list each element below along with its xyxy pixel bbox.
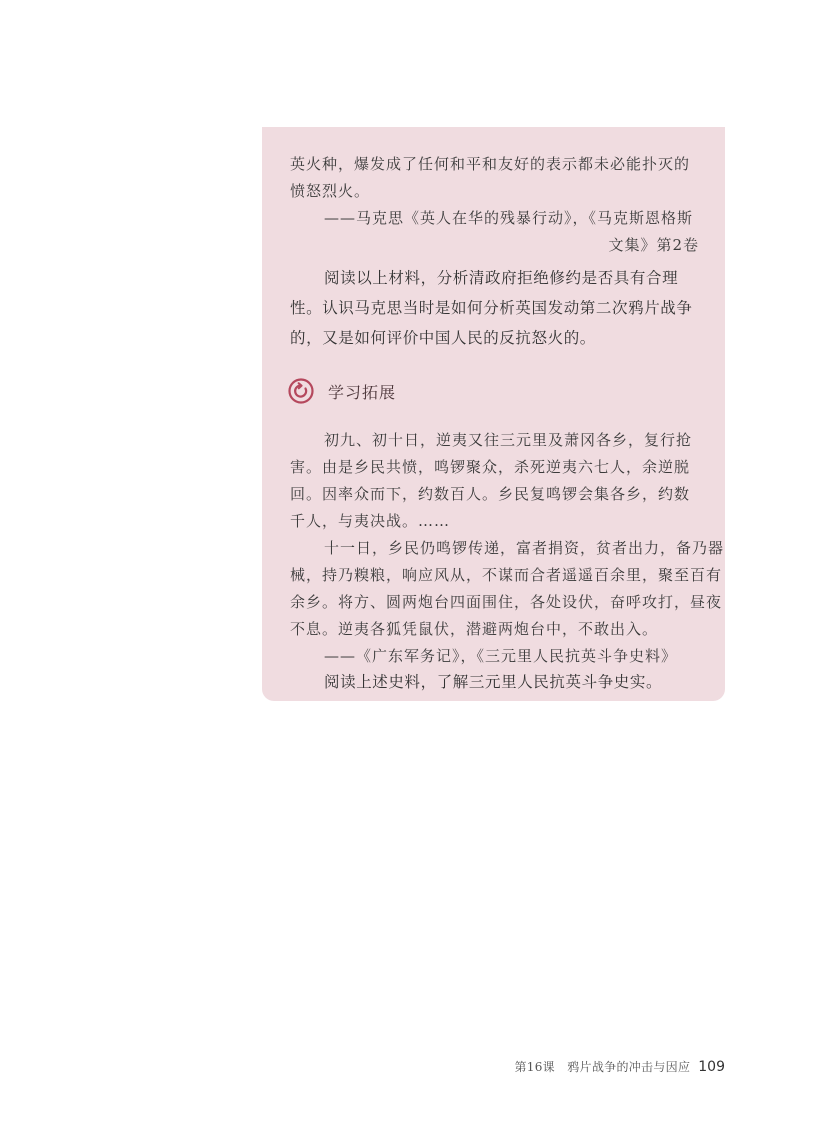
paragraph-line: 性。认识马克思当时是如何分析英国发动第二次鸦片战争	[290, 299, 693, 317]
quote-line: 愤怒烈火。	[290, 182, 371, 200]
section-title: 学习拓展	[328, 382, 397, 402]
section-header	[288, 375, 396, 407]
paragraph-line: 阅读以上材料，分析清政府拒绝修约是否具有合理	[324, 269, 679, 287]
quote-line: 十一日，乡民仍鸣锣传递，富者捐资，贫者出力，备乃器	[324, 539, 725, 557]
quote-line: 不息。逆夷各狐凭鼠伏，潜避两炮台中，不敢出入。	[290, 620, 659, 638]
quote-marx	[290, 151, 699, 259]
quote-source: ——《广东军务记》，《三元里人民抗英斗争史料》	[324, 647, 678, 665]
paragraph-line: 的，又是如何评价中国人民的反抗怒火的。	[290, 329, 596, 347]
quote-source: ——马克思《英人在华的残暴行动》，《马克斯恩格斯	[324, 209, 694, 227]
quote-line: 余乡。将方、圆两炮台四面围住，各处设伏，奋呼攻打，昼夜	[290, 593, 723, 611]
paragraph-line: 阅读上述史料，了解三元里人民抗英斗争史实。	[324, 673, 663, 691]
reading-panel	[262, 127, 725, 701]
quote-line: 千人，与夷决战。……	[290, 512, 451, 530]
chapter-title: 第16课 鸦片战争的冲击与因应	[514, 1060, 691, 1074]
reading-question-2	[290, 669, 699, 696]
quote-line: 械，持乃糗粮，响应风从，不谋而合者遥遥百余里，聚至百有	[290, 566, 723, 584]
quote-line: 初九、初十日，逆夷又往三元里及萧冈各乡，复行抢	[324, 431, 693, 449]
quote-guangdong	[290, 427, 725, 670]
circular-arrow-icon	[288, 378, 314, 404]
quote-line: 害。由是乡民共愤，鸣锣聚众，杀死逆夷六七人，余逆脱	[290, 458, 691, 476]
quote-source-continued: 文集》第2卷	[608, 236, 699, 254]
quote-line: 回。因率众而下，约数百人。乡民复鸣锣会集各乡，约数	[290, 485, 691, 503]
page-footer	[514, 1058, 725, 1075]
reading-question-1	[290, 263, 699, 353]
quote-line: 英火种，爆发成了任何和平和友好的表示都未必能扑灭的	[290, 155, 691, 173]
page-number: 109	[698, 1059, 725, 1075]
